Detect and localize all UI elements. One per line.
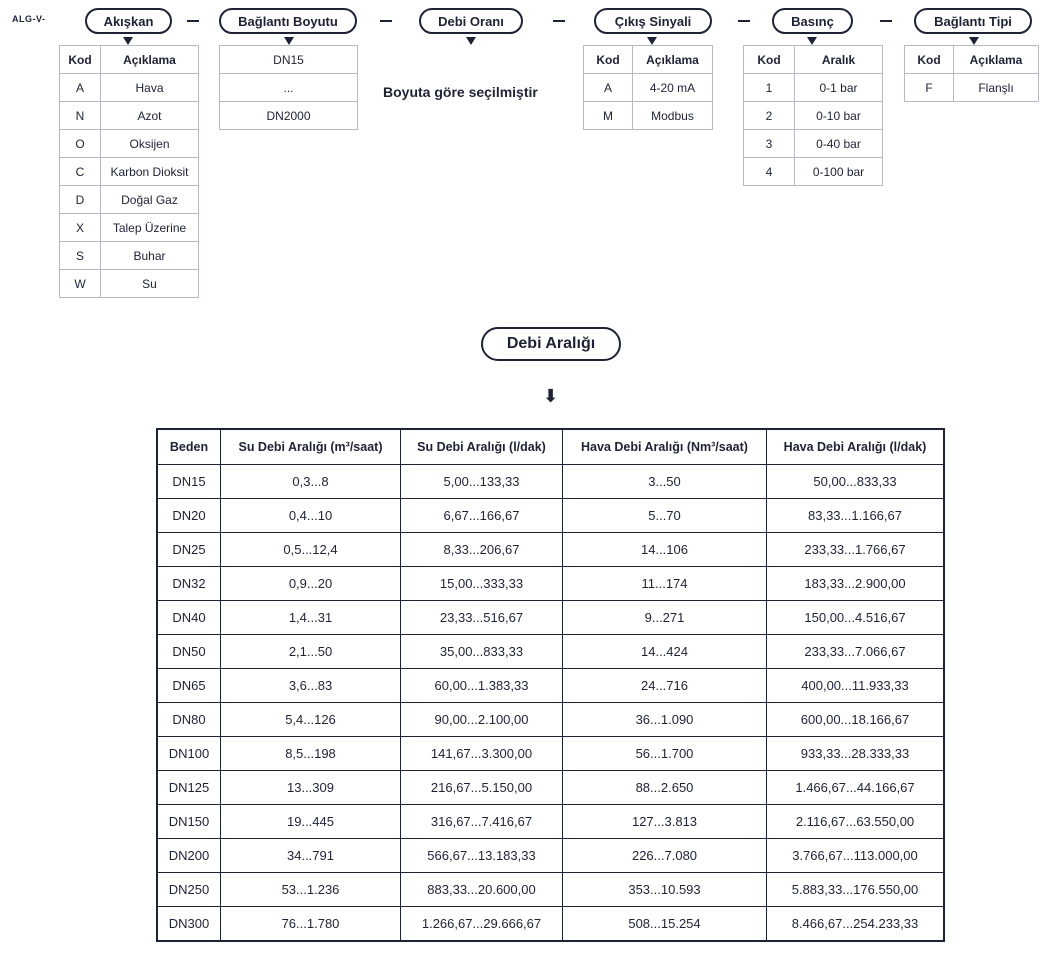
size-cell: DN150 <box>157 805 221 839</box>
description-cell: Flanşlı <box>954 74 1039 102</box>
table-row <box>60 102 199 130</box>
step-output-pointer-icon <box>647 37 657 45</box>
value-cell: 8,33...206,67 <box>401 533 563 567</box>
step-pressure-label: Basınç <box>791 13 834 29</box>
pressure-table <box>743 45 883 186</box>
value-cell: 233,33...1.766,67 <box>767 533 945 567</box>
step-connection-pill <box>914 8 1032 34</box>
table-header-row <box>905 46 1039 74</box>
value-cell: 353...10.593 <box>563 873 767 907</box>
value-cell: 90,00...2.100,00 <box>401 703 563 737</box>
table-row <box>157 533 944 567</box>
separator-dash <box>738 20 750 22</box>
table-row <box>744 158 883 186</box>
value-cell: 8,5...198 <box>221 737 401 771</box>
step-flow-rate-pointer-icon <box>466 37 476 45</box>
value-cell: 5.883,33...176.550,00 <box>767 873 945 907</box>
description-cell: Karbon Dioksit <box>101 158 199 186</box>
description-cell: Buhar <box>101 242 199 270</box>
value-cell: 183,33...2.900,00 <box>767 567 945 601</box>
description-cell: Modbus <box>633 102 713 130</box>
value-cell: 8.466,67...254.233,33 <box>767 907 945 942</box>
description-cell: 4-20 mA <box>633 74 713 102</box>
table-row <box>220 102 358 130</box>
flow-rate-note: Boyuta göre seçilmiştir <box>383 84 538 100</box>
step-pressure-pointer-icon <box>807 37 817 45</box>
header-cell: Su Debi Aralığı (l/dak) <box>401 429 563 465</box>
table-row <box>157 465 944 499</box>
value-cell: 36...1.090 <box>563 703 767 737</box>
header-cell: Kod <box>905 46 954 74</box>
model-code-prefix: ALG-V- <box>12 14 46 24</box>
size-cell: DN300 <box>157 907 221 942</box>
step-connection-label: Bağlantı Tipi <box>934 13 1012 29</box>
separator-dash <box>187 20 199 22</box>
table-row <box>157 567 944 601</box>
table-row <box>157 873 944 907</box>
header-cell: Açıklama <box>101 46 199 74</box>
table-row <box>60 242 199 270</box>
step-flow-rate-pill <box>419 8 523 34</box>
value-cell: 3.766,67...113.000,00 <box>767 839 945 873</box>
table-header-row <box>60 46 199 74</box>
step-size-pill <box>219 8 357 34</box>
code-cell: M <box>584 102 633 130</box>
header-cell: Beden <box>157 429 221 465</box>
code-cell: D <box>60 186 101 214</box>
table-row <box>584 74 713 102</box>
table-row <box>905 74 1039 102</box>
value-cell: 141,67...3.300,00 <box>401 737 563 771</box>
value-cell: 127...3.813 <box>563 805 767 839</box>
range-cell: 0-10 bar <box>795 102 883 130</box>
code-cell: W <box>60 270 101 298</box>
code-cell: 2 <box>744 102 795 130</box>
value-cell: 13...309 <box>221 771 401 805</box>
value-cell: 933,33...28.333,33 <box>767 737 945 771</box>
table-row <box>744 74 883 102</box>
code-cell: A <box>584 74 633 102</box>
value-cell: 0,3...8 <box>221 465 401 499</box>
size-cell: DN15 <box>157 465 221 499</box>
step-fluid-label: Akışkan <box>103 13 154 29</box>
separator-dash <box>553 20 565 22</box>
size-cell: DN100 <box>157 737 221 771</box>
size-cell: DN15 <box>220 46 358 74</box>
header-cell: Kod <box>584 46 633 74</box>
value-cell: 5...70 <box>563 499 767 533</box>
value-cell: 6,67...166,67 <box>401 499 563 533</box>
size-cell: DN125 <box>157 771 221 805</box>
range-cell: 0-40 bar <box>795 130 883 158</box>
code-cell: X <box>60 214 101 242</box>
value-cell: 566,67...13.183,33 <box>401 839 563 873</box>
table-row <box>744 102 883 130</box>
step-fluid-pointer-icon <box>123 37 133 45</box>
value-cell: 600,00...18.166,67 <box>767 703 945 737</box>
table-row <box>157 669 944 703</box>
code-cell: N <box>60 102 101 130</box>
connection-type-table <box>904 45 1039 102</box>
description-cell: Azot <box>101 102 199 130</box>
table-row <box>744 130 883 158</box>
size-cell: ... <box>220 74 358 102</box>
value-cell: 53...1.236 <box>221 873 401 907</box>
code-cell: A <box>60 74 101 102</box>
code-cell: C <box>60 158 101 186</box>
table-row <box>220 74 358 102</box>
description-cell: Hava <box>101 74 199 102</box>
step-pressure-pill <box>772 8 853 34</box>
flow-range-table <box>156 428 945 942</box>
header-cell: Hava Debi Aralığı (Nm³/saat) <box>563 429 767 465</box>
size-table <box>219 45 358 130</box>
value-cell: 14...424 <box>563 635 767 669</box>
value-cell: 883,33...20.600,00 <box>401 873 563 907</box>
step-connection-pointer-icon <box>969 37 979 45</box>
value-cell: 34...791 <box>221 839 401 873</box>
table-row <box>60 130 199 158</box>
table-row <box>60 74 199 102</box>
header-cell: Su Debi Aralığı (m³/saat) <box>221 429 401 465</box>
description-cell: Talep Üzerine <box>101 214 199 242</box>
value-cell: 88...2.650 <box>563 771 767 805</box>
table-row <box>157 703 944 737</box>
value-cell: 0,4...10 <box>221 499 401 533</box>
value-cell: 19...445 <box>221 805 401 839</box>
size-cell: DN250 <box>157 873 221 907</box>
flow-range-title: Debi Aralığı <box>506 335 596 352</box>
header-cell: Açıklama <box>954 46 1039 74</box>
table-row <box>157 737 944 771</box>
code-cell: S <box>60 242 101 270</box>
size-cell: DN2000 <box>220 102 358 130</box>
table-row <box>60 214 199 242</box>
value-cell: 24...716 <box>563 669 767 703</box>
table-row <box>60 186 199 214</box>
code-cell: 3 <box>744 130 795 158</box>
value-cell: 11...174 <box>563 567 767 601</box>
table-row <box>157 907 944 942</box>
value-cell: 0,5...12,4 <box>221 533 401 567</box>
value-cell: 3...50 <box>563 465 767 499</box>
header-cell: Aralık <box>795 46 883 74</box>
value-cell: 216,67...5.150,00 <box>401 771 563 805</box>
step-size-label: Bağlantı Boyutu <box>238 13 338 29</box>
value-cell: 35,00...833,33 <box>401 635 563 669</box>
value-cell: 3,6...83 <box>221 669 401 703</box>
value-cell: 1.466,67...44.166,67 <box>767 771 945 805</box>
size-cell: DN50 <box>157 635 221 669</box>
value-cell: 5,00...133,33 <box>401 465 563 499</box>
value-cell: 50,00...833,33 <box>767 465 945 499</box>
table-row <box>157 805 944 839</box>
value-cell: 2.116,67...63.550,00 <box>767 805 945 839</box>
table-row <box>220 46 358 74</box>
value-cell: 226...7.080 <box>563 839 767 873</box>
arrow-down-icon: ⬇ <box>543 386 559 406</box>
value-cell: 5,4...126 <box>221 703 401 737</box>
value-cell: 83,33...1.166,67 <box>767 499 945 533</box>
table-row <box>60 158 199 186</box>
value-cell: 1.266,67...29.666,67 <box>401 907 563 942</box>
step-fluid-pill <box>85 8 172 34</box>
value-cell: 150,00...4.516,67 <box>767 601 945 635</box>
value-cell: 56...1.700 <box>563 737 767 771</box>
table-row <box>157 601 944 635</box>
table-header-row <box>157 429 944 465</box>
value-cell: 2,1...50 <box>221 635 401 669</box>
size-cell: DN40 <box>157 601 221 635</box>
table-row <box>157 499 944 533</box>
size-cell: DN65 <box>157 669 221 703</box>
table-header-row <box>584 46 713 74</box>
fluid-table <box>59 45 199 298</box>
step-size-pointer-icon <box>284 37 294 45</box>
code-cell: 4 <box>744 158 795 186</box>
header-cell: Açıklama <box>633 46 713 74</box>
step-output-pill <box>594 8 712 34</box>
value-cell: 508...15.254 <box>563 907 767 942</box>
header-cell: Kod <box>744 46 795 74</box>
separator-dash <box>380 20 392 22</box>
description-cell: Doğal Gaz <box>101 186 199 214</box>
range-cell: 0-1 bar <box>795 74 883 102</box>
value-cell: 23,33...516,67 <box>401 601 563 635</box>
description-cell: Oksijen <box>101 130 199 158</box>
value-cell: 0,9...20 <box>221 567 401 601</box>
value-cell: 14...106 <box>563 533 767 567</box>
table-row <box>60 270 199 298</box>
header-cell: Kod <box>60 46 101 74</box>
size-cell: DN25 <box>157 533 221 567</box>
description-cell: Su <box>101 270 199 298</box>
value-cell: 76...1.780 <box>221 907 401 942</box>
header-cell: Hava Debi Aralığı (l/dak) <box>767 429 945 465</box>
step-flow-rate-label: Debi Oranı <box>438 13 504 29</box>
code-cell: O <box>60 130 101 158</box>
output-signal-table <box>583 45 713 130</box>
size-cell: DN32 <box>157 567 221 601</box>
size-cell: DN80 <box>157 703 221 737</box>
step-output-label: Çıkış Sinyali <box>614 13 692 29</box>
value-cell: 9...271 <box>563 601 767 635</box>
size-cell: DN20 <box>157 499 221 533</box>
code-cell: 1 <box>744 74 795 102</box>
value-cell: 400,00...11.933,33 <box>767 669 945 703</box>
separator-dash <box>880 20 892 22</box>
value-cell: 60,00...1.383,33 <box>401 669 563 703</box>
code-cell: F <box>905 74 954 102</box>
value-cell: 233,33...7.066,67 <box>767 635 945 669</box>
value-cell: 316,67...7.416,67 <box>401 805 563 839</box>
value-cell: 1,4...31 <box>221 601 401 635</box>
flow-range-title-pill <box>481 327 621 361</box>
size-cell: DN200 <box>157 839 221 873</box>
table-header-row <box>744 46 883 74</box>
table-row <box>157 771 944 805</box>
table-row <box>157 839 944 873</box>
table-row <box>584 102 713 130</box>
range-cell: 0-100 bar <box>795 158 883 186</box>
table-row <box>157 635 944 669</box>
value-cell: 15,00...333,33 <box>401 567 563 601</box>
